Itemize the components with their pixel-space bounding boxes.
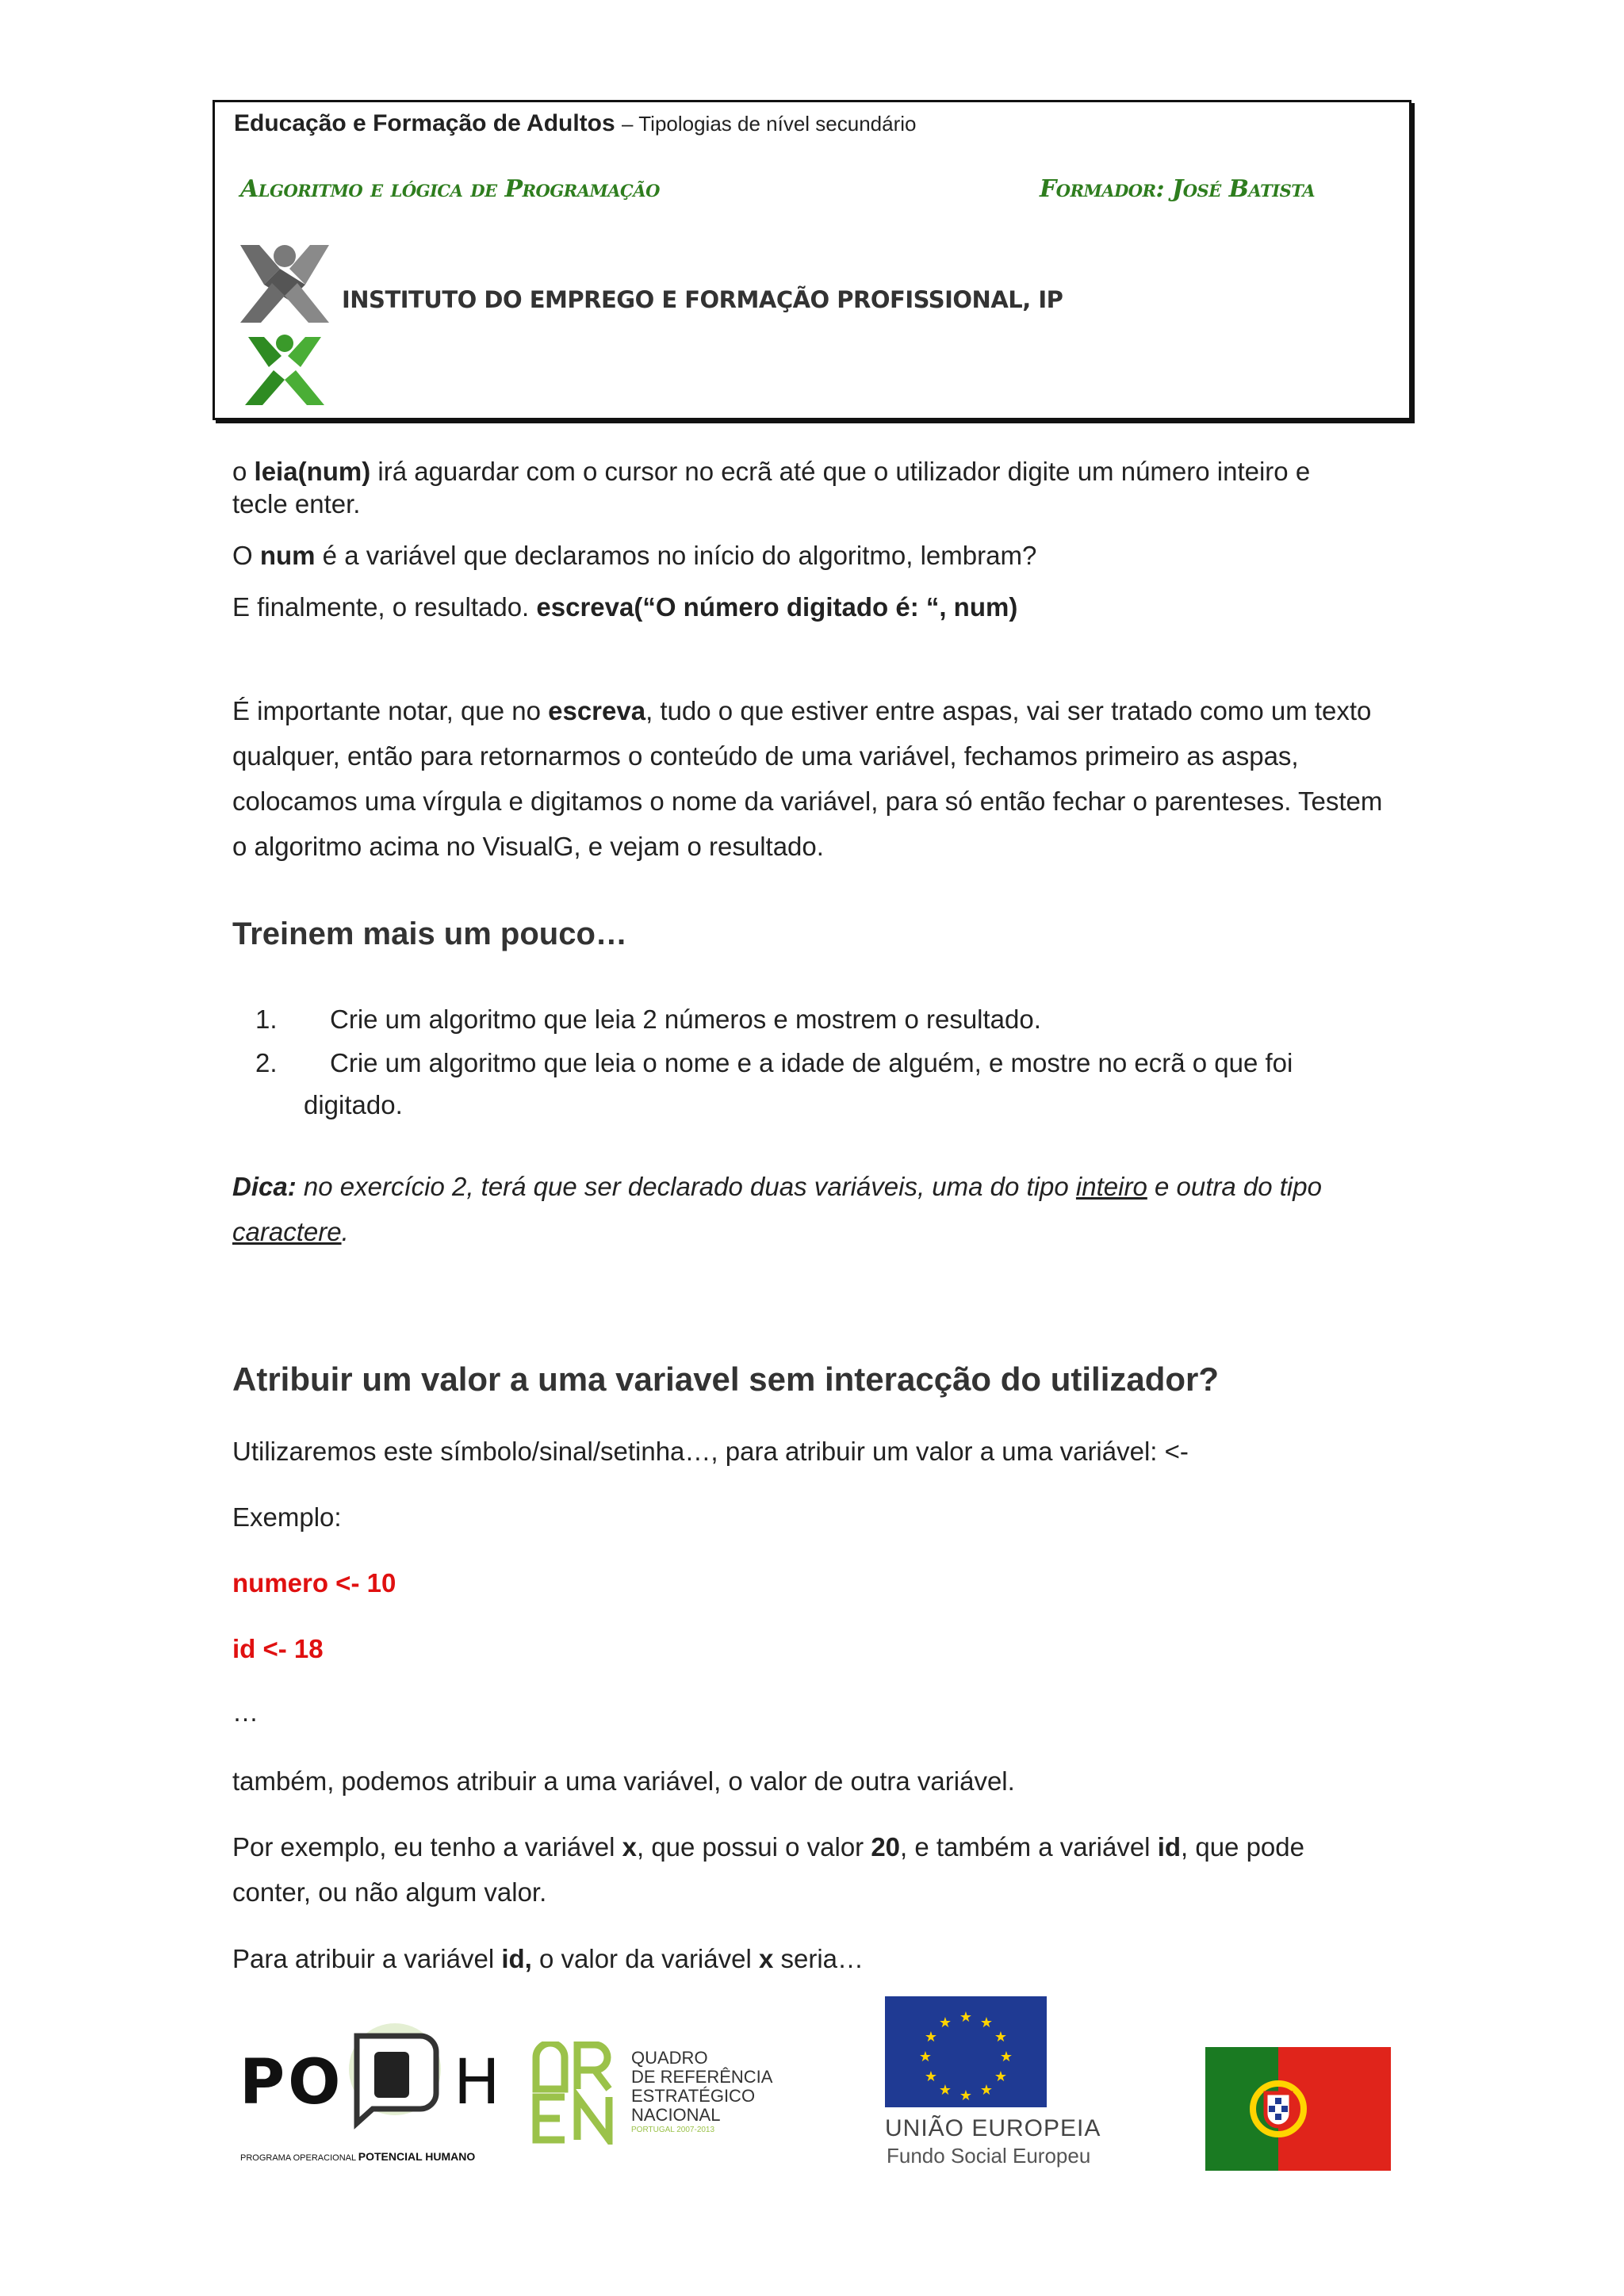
- paragraph-result: [232, 591, 1017, 623]
- paragraph-example-x: [232, 1831, 1304, 1863]
- svg-text:★: ★: [938, 2015, 952, 2031]
- paragraph-example-label: Exemplo:: [232, 1502, 342, 1532]
- qren-logo: [530, 2042, 625, 2149]
- eu-fund-text: Fundo Social Europeu: [887, 2144, 1091, 2168]
- tip-label: Dica:: [232, 1172, 297, 1201]
- list-item: Crie um algoritmo que leia o nome e a idade de alguém, e mostre no ecrã o que foi: [330, 1048, 1293, 1077]
- svg-text:★: ★: [918, 2049, 933, 2065]
- qren-small: PORTUGAL 2007-2013: [631, 2126, 715, 2134]
- var-x: x: [758, 1944, 774, 1973]
- svg-text:★: ★: [999, 2049, 1013, 2065]
- portugal-flag: [1205, 2047, 1391, 2175]
- paragraph-example-x-cont: conter, ou não algum valor.: [232, 1877, 547, 1907]
- portugal-flag-icon: [1205, 2047, 1391, 2171]
- paragraph-assign-id: [232, 1943, 864, 1975]
- paragraph-leia-cont: tecle enter.: [232, 489, 361, 519]
- qren-line: DE REFERÊNCIA: [631, 2067, 773, 2087]
- var-id: id,: [501, 1944, 532, 1973]
- heading-assign: Atribuir um valor a uma variavel sem interacção do utilizador?: [232, 1360, 1220, 1398]
- text-span: , tudo o que estiver entre aspas, vai ser tratado como um texto qualquer, então para retornarmos o conteúdo de uma variável, fechamos primeiro as aspas, colocamos uma vírgula e digitamos o nome da variável, para só então fechar o parenteses. Testem o algoritmo acima no VisualG, e vejam o resultado.: [232, 696, 1383, 861]
- text-span: irá aguardar com o cursor no ecrã até que o utilizador digite um número inteiro e: [370, 457, 1311, 486]
- ellipsis: …: [232, 1697, 259, 1727]
- text-span: O: [232, 541, 260, 570]
- var-x: x: [622, 1832, 637, 1862]
- svg-text:★: ★: [938, 2082, 952, 2099]
- list-number: 2.: [255, 1048, 278, 1077]
- text-span: , que pode: [1181, 1832, 1304, 1862]
- header-title-bold: Educação e Formação de Adultos: [234, 110, 615, 136]
- list-number: 1.: [255, 1004, 278, 1034]
- list-item: Crie um algoritmo que leia 2 números e mostrem o resultado.: [330, 1004, 1041, 1034]
- eu-text: UNIÃO EUROPEIA: [885, 2115, 1101, 2141]
- poph-sub-a: PROGRAMA OPERACIONAL: [240, 2153, 358, 2163]
- header-title: [234, 110, 917, 137]
- code-example-id: id <- 18: [232, 1634, 324, 1663]
- svg-text:★: ★: [959, 2087, 973, 2104]
- tip-paragraph: [232, 1164, 1390, 1254]
- text-span: é a variável que declaramos no início do algoritmo, lembram?: [315, 541, 1037, 570]
- heading-practice: Treinem mais um pouco…: [232, 916, 627, 951]
- trainer-name: Formador: José Batista: [1040, 175, 1316, 203]
- poph-text-right: H: [454, 2047, 504, 2118]
- text-span: Por exemplo, eu tenho a variável: [232, 1832, 622, 1862]
- tip-type-inteiro: inteiro: [1075, 1172, 1147, 1201]
- code-example-numero: numero <- 10: [232, 1568, 396, 1598]
- text-span: no exercício 2, terá que ser declarado duas variáveis, uma do tipo: [296, 1172, 1076, 1201]
- code-leia: leia(num): [254, 457, 371, 486]
- poph-text-left: PO: [239, 2047, 344, 2118]
- paragraph-num: [232, 540, 1036, 572]
- text-span: o valor da variável: [531, 1944, 759, 1973]
- paragraph-escreva-note: [232, 688, 1390, 869]
- paragraph-symbol: Utilizaremos este símbolo/sinal/setinha…, para atribuir um valor a uma variável: <-: [232, 1437, 1189, 1466]
- text-span: É importante notar, que no: [232, 696, 549, 725]
- text-span: Para atribuir a variável: [232, 1944, 502, 1973]
- header-title-subtitle: – Tipologias de nível secundário: [622, 112, 917, 136]
- text-span: E finalmente, o resultado.: [232, 592, 537, 622]
- eu-flag: [885, 1996, 1047, 2111]
- poph-subtitle: [240, 2150, 475, 2163]
- text-span: e outra do tipo: [1147, 1172, 1322, 1201]
- svg-text:★: ★: [924, 2068, 938, 2085]
- svg-text:★: ★: [979, 2082, 994, 2099]
- value-20: 20: [871, 1832, 901, 1862]
- paragraph-leia: [232, 456, 1310, 488]
- paragraph-assign-var: também, podemos atribuir a uma variável, o valor de outra variável.: [232, 1766, 1015, 1796]
- document-header: [213, 100, 1411, 420]
- qren-line: QUADRO: [631, 2048, 708, 2068]
- svg-text:★: ★: [994, 2068, 1008, 2085]
- qren-line: NACIONAL: [631, 2105, 721, 2125]
- svg-text:★: ★: [924, 2029, 938, 2045]
- var-id: id: [1157, 1832, 1182, 1862]
- svg-text:★: ★: [994, 2029, 1008, 2045]
- text-span: , que possui o valor: [636, 1832, 871, 1862]
- text-span: o: [232, 457, 255, 486]
- svg-text:★: ★: [979, 2015, 994, 2031]
- text-span: seria…: [773, 1944, 864, 1973]
- poph-sub-b: POTENCIAL HUMANO: [358, 2150, 476, 2163]
- tip-type-caractere: caractere: [232, 1217, 342, 1246]
- qren-logo-icon: [530, 2042, 625, 2145]
- code-escreva: escreva(“O número digitado é: “, num): [536, 592, 1018, 622]
- eu-flag-icon: [885, 1996, 1047, 2107]
- code-num: num: [259, 541, 316, 570]
- code-escreva-word: escreva: [548, 696, 646, 725]
- course-title: Algoritmo e lógica de Programação: [240, 175, 660, 203]
- qren-text: [631, 2049, 772, 2136]
- iefp-logo-icon: [232, 237, 335, 411]
- svg-text:★: ★: [959, 2009, 973, 2026]
- list-item-continuation: digitado.: [304, 1090, 403, 1119]
- text-span: .: [341, 1217, 349, 1246]
- text-span: , e também a variável: [900, 1832, 1158, 1862]
- institute-name: INSTITUTO DO EMPREGO E FORMAÇÃO PROFISSIONAL, IP: [342, 286, 1063, 313]
- qren-line: ESTRATÉGICO: [631, 2086, 756, 2106]
